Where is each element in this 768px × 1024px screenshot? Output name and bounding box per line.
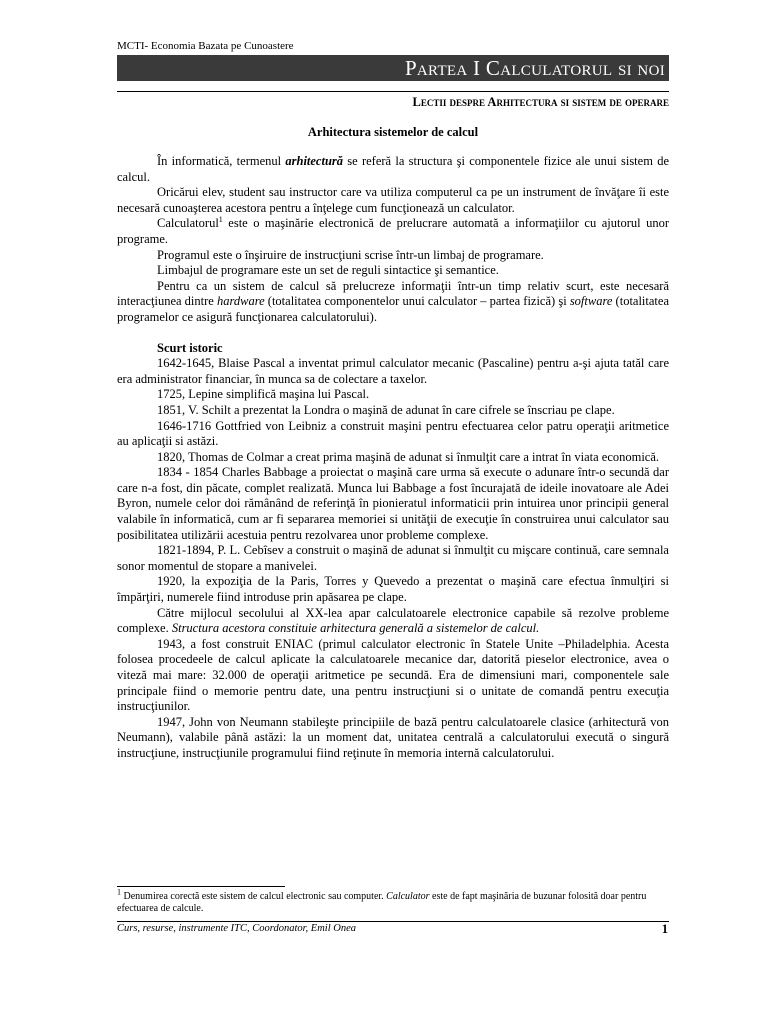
history-item: 1820, Thomas de Colmar a creat prima maşină de adunat si înmulţit care a intrat în viata economică.	[157, 449, 660, 464]
history-item: 1943, a fost construit ENIAC (primul calculator electronic în Statele Unite –Philadelphia. Acesta folosea procedeele de calcul aplicate la calculatoarele mecanice dar, datorită pieselor electronice, avea o viteză mai mare: 32.000 de operaţii aritmetice pe secundă. Era de dimensiuni mari, componentele sale principale fiind o memorie pentru date, una pentru instrucţiuni si o unitate de comandă pentru execuţia instrucţiunilor.	[117, 636, 669, 714]
footer-rule	[117, 921, 669, 922]
document-page	[117, 40, 669, 762]
body-text	[117, 154, 669, 762]
paragraph: Limbajul de programare este un set de reguli sintactice şi semantice.	[157, 263, 499, 278]
history-item: 1920, la expoziţia de la Paris, Torres y Quevedo a prezentat o maşină care efectua înmulţiri si împărţiri, numerele fiind introduse prin apăsarea pe clape.	[117, 574, 669, 605]
footer-credits: Curs, resurse, instrumente ITC, Coordonator, Emil Onea	[117, 923, 356, 934]
history-item: 1834 - 1854 Charles Babbage a proiectat o maşină care urma să execute o adunare într-o secundă dar care n-a fost, din păcate, complet realizată. Munca lui Babbage a fost încurajată de ideile inovatoare ale Adei Byron, numele celor doi rămânând de referinţă în pionieratul informaticii prin intuirea unor principii general valabile în informatică, cum ar fi separarea memoriei si unităţii de execuţie în construirea unui calculator sau posibilitatea utilizării acestuia pentru rezolvarea unor probleme complexe.	[117, 465, 669, 542]
part-title: Partea I Calculatorul si noi	[404, 55, 665, 80]
subtitle-rule	[117, 91, 669, 92]
page-number: 1	[661, 922, 668, 936]
footnote-marker: 1	[117, 887, 121, 897]
paragraph: Oricărui elev, student sau instructor care va utiliza computerul ca pe un instrument de învăţare îi este necesară cunoaşterea acestora pentru a înţelege cum funcţionează un calculator.	[117, 185, 669, 215]
history-item: 1821-1894, P. L. Cebîsev a construit o maşină de adunat si înmulţit cu mişcare continuă, care semnala sonor momentul de stopare a manivelei.	[117, 543, 669, 573]
section-title: Arhitectura sistemelor de calcul	[307, 125, 479, 139]
paragraph: Programul este o înşiruire de instrucţiuni scrise într-un limbaj de programare.	[157, 247, 544, 262]
term-software: software	[569, 294, 613, 309]
paragraph: Pentru ca un sistem de calcul să prelucreze informaţii într-un timp relativ scurt, este necesară interacţiunea dintre hardware (totalitatea componentelor unui calculator – partea fizică) şi software (totalitatea programelor ce asigură funcţionarea calculatorului).	[117, 278, 669, 324]
history-item: 1646-1716 Gottfried von Leibniz a construit maşini pentru efectuarea celor patru operaţii aritmetice au aplicaţii si astăzi.	[117, 418, 669, 449]
footnote-ref[interactable]: 1	[218, 215, 223, 225]
paragraph: Calculatorul$^1$ este o maşinărie electronică de prelucrare automată a informaţiilor cu ajutorul unor programe.	[117, 215, 669, 246]
paragraph: În informatică, termenul arhitectură se referă la structura şi componentele fizice ale unui sistem de calcul.	[117, 154, 669, 184]
history-item: 1725, Lepine simplifică maşina lui Pascal.	[157, 387, 370, 402]
lesson-subtitle: Lectii despre Arhitectura si sistem de operare	[412, 95, 669, 109]
footnote: $^1$ Denumirea corectă este sistem de calcul electronic sau computer. Calculator este de fapt maşinăria de buzunar folosită doar pentru efectuarea de calcule.	[117, 887, 647, 914]
history-item: 1947, John von Neumann stabileşte principiile de bază pentru calculatoarele clasice (arhitectură von Neumann), valabile până astăzi: la un moment dat, unitatea centrală a calculatorului execută o singură instrucţiune, instrucţiunile programului fiind reţinute în memoria internă calculatorului.	[117, 714, 669, 760]
emphasis: arhitectură	[285, 154, 344, 168]
history-item: Către mijlocul secolului al XX-lea apar calculatoarele electronice capabile să rezolve probleme complexe. Structura acestora constituie arhitectura generală a sistemelor de calcul.	[117, 605, 669, 636]
running-head: MCTI- Economia Bazata pe Cunoastere	[117, 40, 294, 52]
term-hardware: hardware	[216, 294, 265, 309]
part-title-bar	[117, 55, 669, 81]
history-item: 1851, V. Schilt a prezentat la Londra o maşină de adunat în care cifrele se înscriau pe clape.	[157, 402, 615, 417]
emphasis: Structura acestora constituie arhitectura generală a sistemelor de calcul.	[171, 621, 540, 636]
history-item: 1642-1645, Blaise Pascal a inventat primul calculator mecanic (Pascaline) pentru a-şi ajuta tatăl care era administrator financiar, în munca sa de colectare a taxelor.	[117, 356, 669, 386]
footnote-rule	[117, 886, 285, 887]
history-heading: Scurt istoric	[157, 340, 223, 355]
